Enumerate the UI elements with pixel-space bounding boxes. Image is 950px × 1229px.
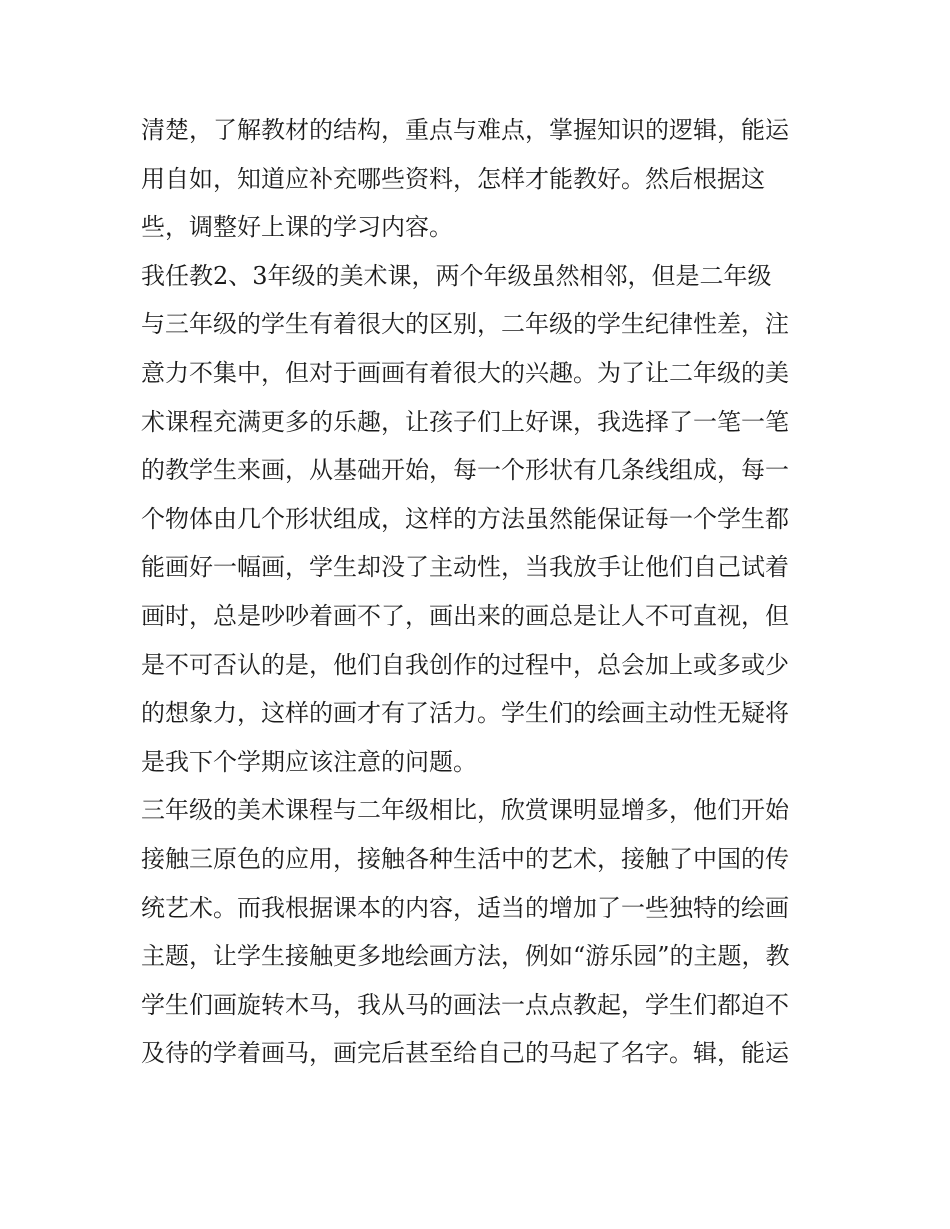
text-line: 能画好一幅画，学生却没了主动性，当我放手让他们自己试着: [141, 553, 789, 582]
text-line: 主题，让学生接触更多地绘画方法，例如“游乐园”的主题，教: [141, 942, 790, 971]
text-line: 与三年级的学生有着很大的区别，二年级的学生纪律性差，注: [141, 310, 789, 339]
text-line: 学生们画旋转木马，我从马的画法一点点教起，学生们都迫不: [141, 990, 789, 1019]
text-line: 个物体由几个形状组成，这样的方法虽然能保证每一个学生都: [141, 504, 789, 533]
text-line: 三年级的美术课程与二年级相比，欣赏课明显增多，他们开始: [141, 796, 789, 825]
text-line: 用自如，知道应补充哪些资料，怎样才能教好。然后根据这: [141, 164, 765, 193]
text-line: 及待的学着画马，画完后甚至给自己的马起了名字。辑，能运: [141, 1039, 789, 1068]
text-line: 的想象力，这样的画才有了活力。学生们的绘画主动性无疑将: [141, 699, 789, 728]
text-line: 是不可否认的是，他们自我创作的过程中，总会加上或多或少: [141, 650, 789, 679]
text-line: 统艺术。而我根据课本的内容，适当的增加了一些独特的绘画: [141, 893, 789, 922]
text-line: 的教学生来画，从基础开始，每一个形状有几条线组成，每一: [141, 456, 789, 485]
text-line: 接触三原色的应用，接触各种生活中的艺术，接触了中国的传: [141, 844, 789, 873]
text-line: 是我下个学期应该注意的问题。: [141, 747, 477, 776]
text-line: 画时，总是吵吵着画不了，画出来的画总是让人不可直视，但: [141, 601, 789, 630]
document-body: [141, 106, 821, 1078]
text-line: 我任教2、3年级的美术课，两个年级虽然相邻，但是二年级: [141, 261, 772, 290]
text-line: 意力不集中，但对于画画有着很大的兴趣。为了让二年级的美: [141, 358, 789, 387]
text-line: 清楚，了解教材的结构，重点与难点，掌握知识的逻辑，能运: [141, 116, 789, 144]
text-line: 些，调整好上课的学习内容。: [141, 213, 453, 242]
text-line: 术课程充满更多的乐趣，让孩子们上好课，我选择了一笔一笔: [141, 407, 789, 436]
